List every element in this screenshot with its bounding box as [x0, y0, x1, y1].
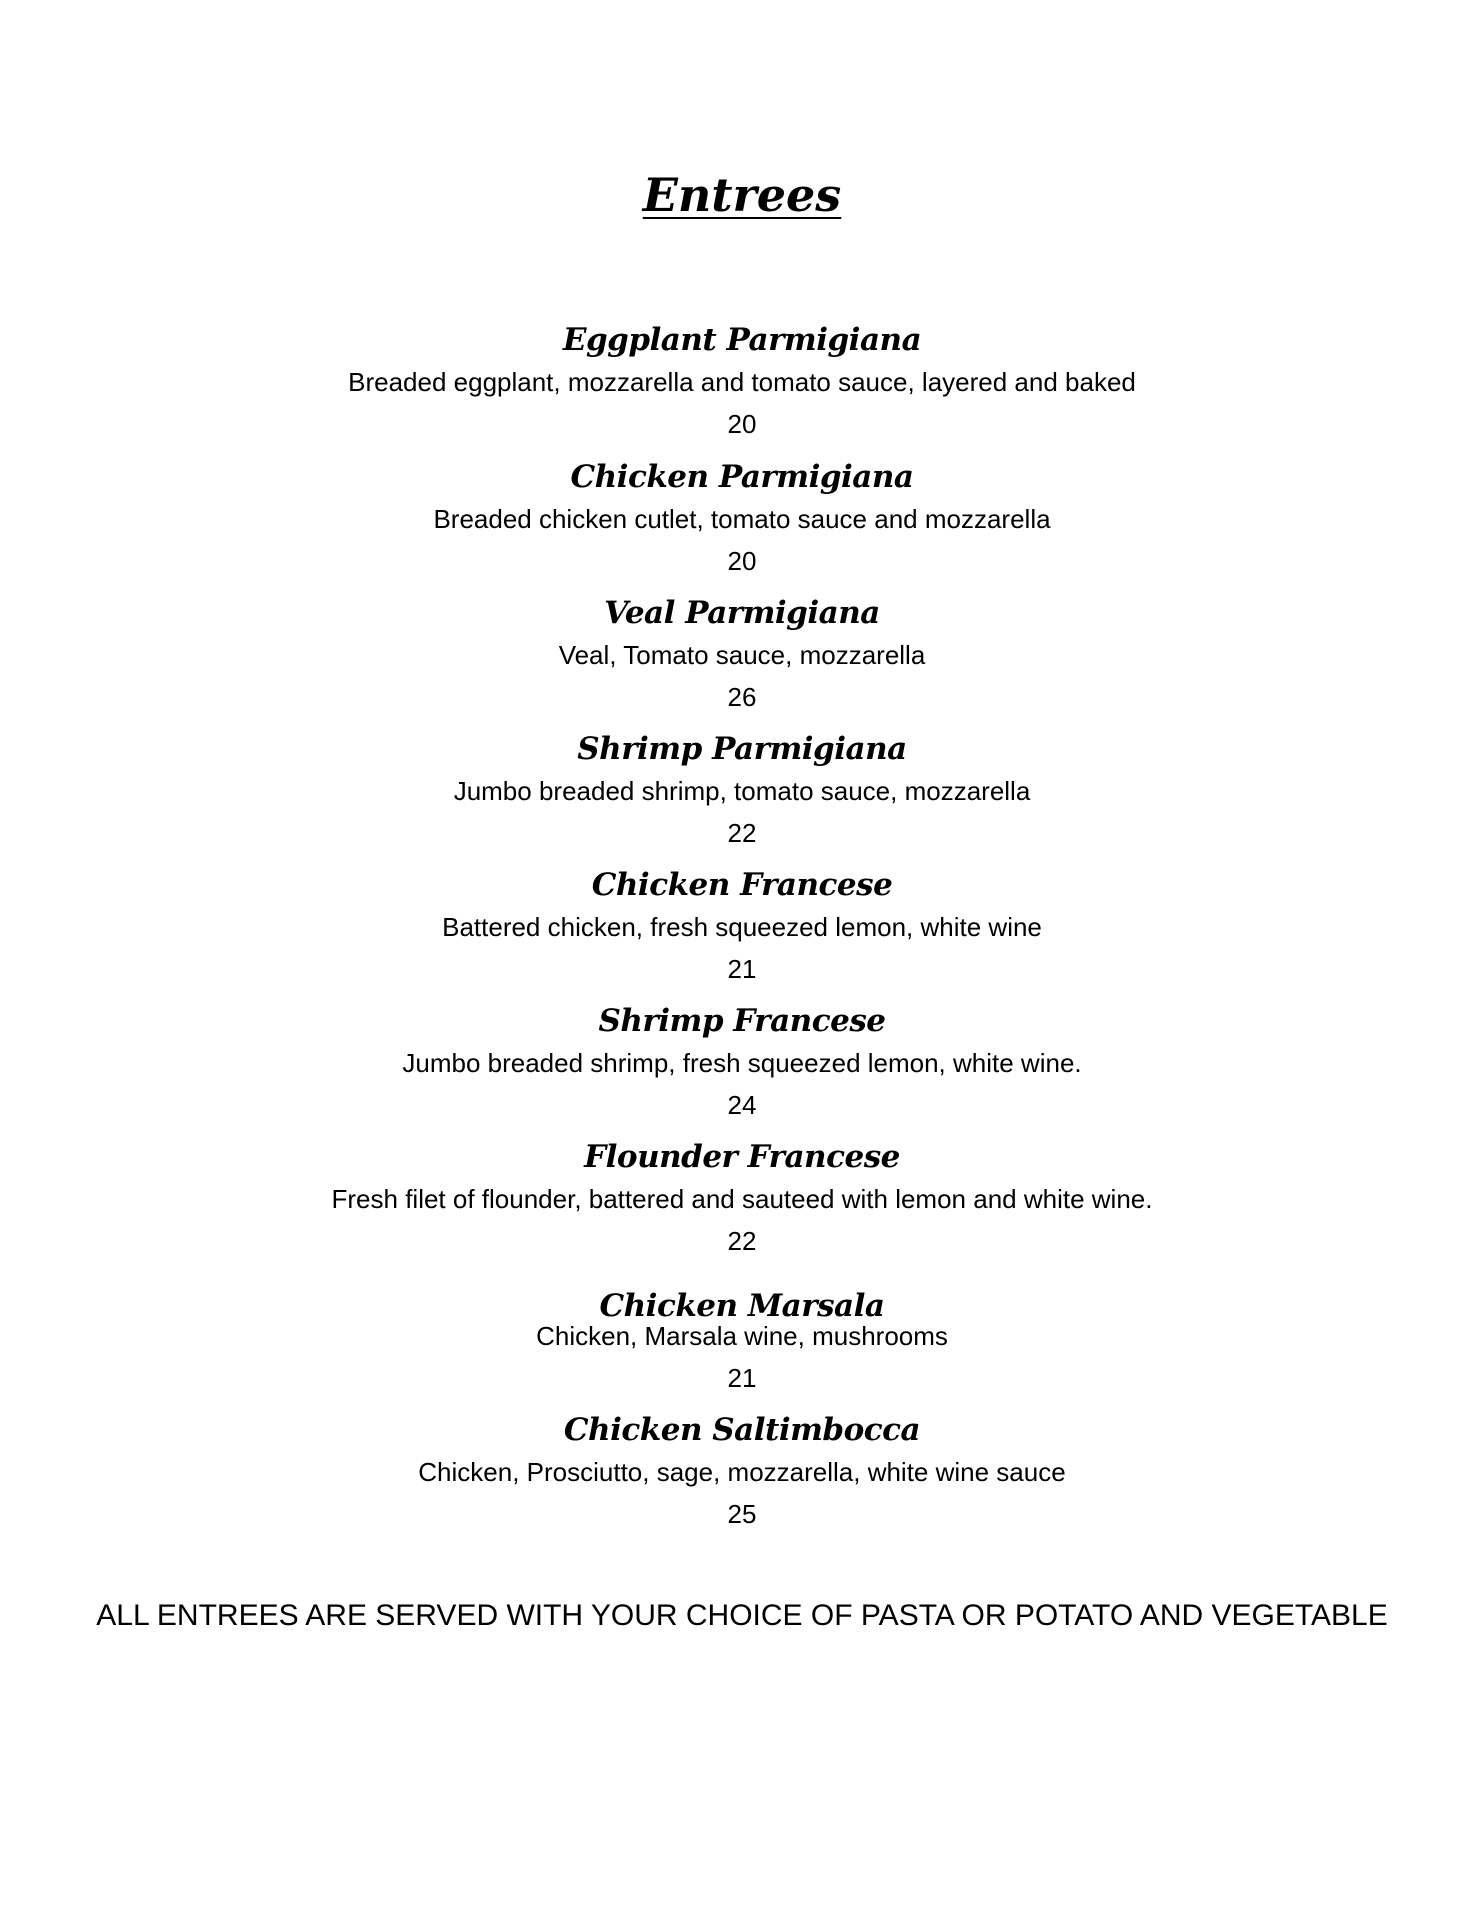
menu-item-price: 22: [727, 1226, 757, 1256]
menu-item-price: 21: [727, 1363, 757, 1393]
menu-item-name: Flounder Francese: [584, 1139, 900, 1175]
menu-item-description: Breaded eggplant, mozzarella and tomato sauce, layered and baked: [348, 367, 1136, 397]
menu-item-description: Jumbo breaded shrimp, tomato sauce, mozzarella: [453, 776, 1031, 806]
menu-item: [0, 999, 1484, 1125]
menu-item: [0, 727, 1484, 853]
menu-item-description: Battered chicken, fresh squeezed lemon, white wine: [442, 912, 1042, 942]
menu-item-price: 20: [727, 409, 757, 439]
menu-item: [0, 1284, 1484, 1398]
menu-item: [0, 591, 1484, 717]
page-title: [0, 160, 1484, 230]
menu-item-name: Veal Parmigiana: [604, 595, 880, 631]
menu-item-price: 22: [727, 818, 757, 848]
menu-item-description: Breaded chicken cutlet, tomato sauce and mozzarella: [433, 504, 1051, 534]
menu-item-name: Chicken Parmigiana: [570, 459, 914, 495]
menu-item: [0, 863, 1484, 989]
menu-item-description: Chicken, Prosciutto, sage, mozzarella, white wine sauce: [418, 1457, 1066, 1487]
menu-item-name: Chicken Saltimbocca: [563, 1412, 921, 1448]
menu-item: [0, 1135, 1484, 1261]
footer-note: ALL ENTREES ARE SERVED WITH YOUR CHOICE OF PASTA OR POTATO AND VEGETABLE: [96, 1599, 1388, 1632]
menu-item: [0, 318, 1484, 444]
menu-item-description: Jumbo breaded shrimp, fresh squeezed lemon, white wine.: [402, 1048, 1082, 1078]
menu-item-description: Fresh filet of flounder, battered and sauteed with lemon and white wine.: [331, 1184, 1153, 1214]
menu-item: [0, 455, 1484, 581]
menu-item-price: 25: [727, 1499, 757, 1529]
menu-item-name: Shrimp Parmigiana: [577, 731, 907, 767]
menu-item: [0, 1408, 1484, 1534]
menu-item-name: Shrimp Francese: [598, 1003, 886, 1039]
menu-item-name: Eggplant Parmigiana: [562, 322, 922, 358]
menu-item-description: Veal, Tomato sauce, mozzarella: [558, 640, 926, 670]
menu-item-price: 26: [727, 682, 757, 712]
menu-item-price: 20: [727, 546, 757, 576]
menu-item-price: 24: [727, 1090, 757, 1120]
menu-item-name: Chicken Marsala: [599, 1288, 885, 1324]
page-title-text: Entrees: [642, 168, 842, 222]
menu-item-price: 21: [727, 954, 757, 984]
menu-item-name: Chicken Francese: [591, 867, 893, 903]
menu-item-description: Chicken, Marsala wine, mushrooms: [536, 1321, 948, 1351]
